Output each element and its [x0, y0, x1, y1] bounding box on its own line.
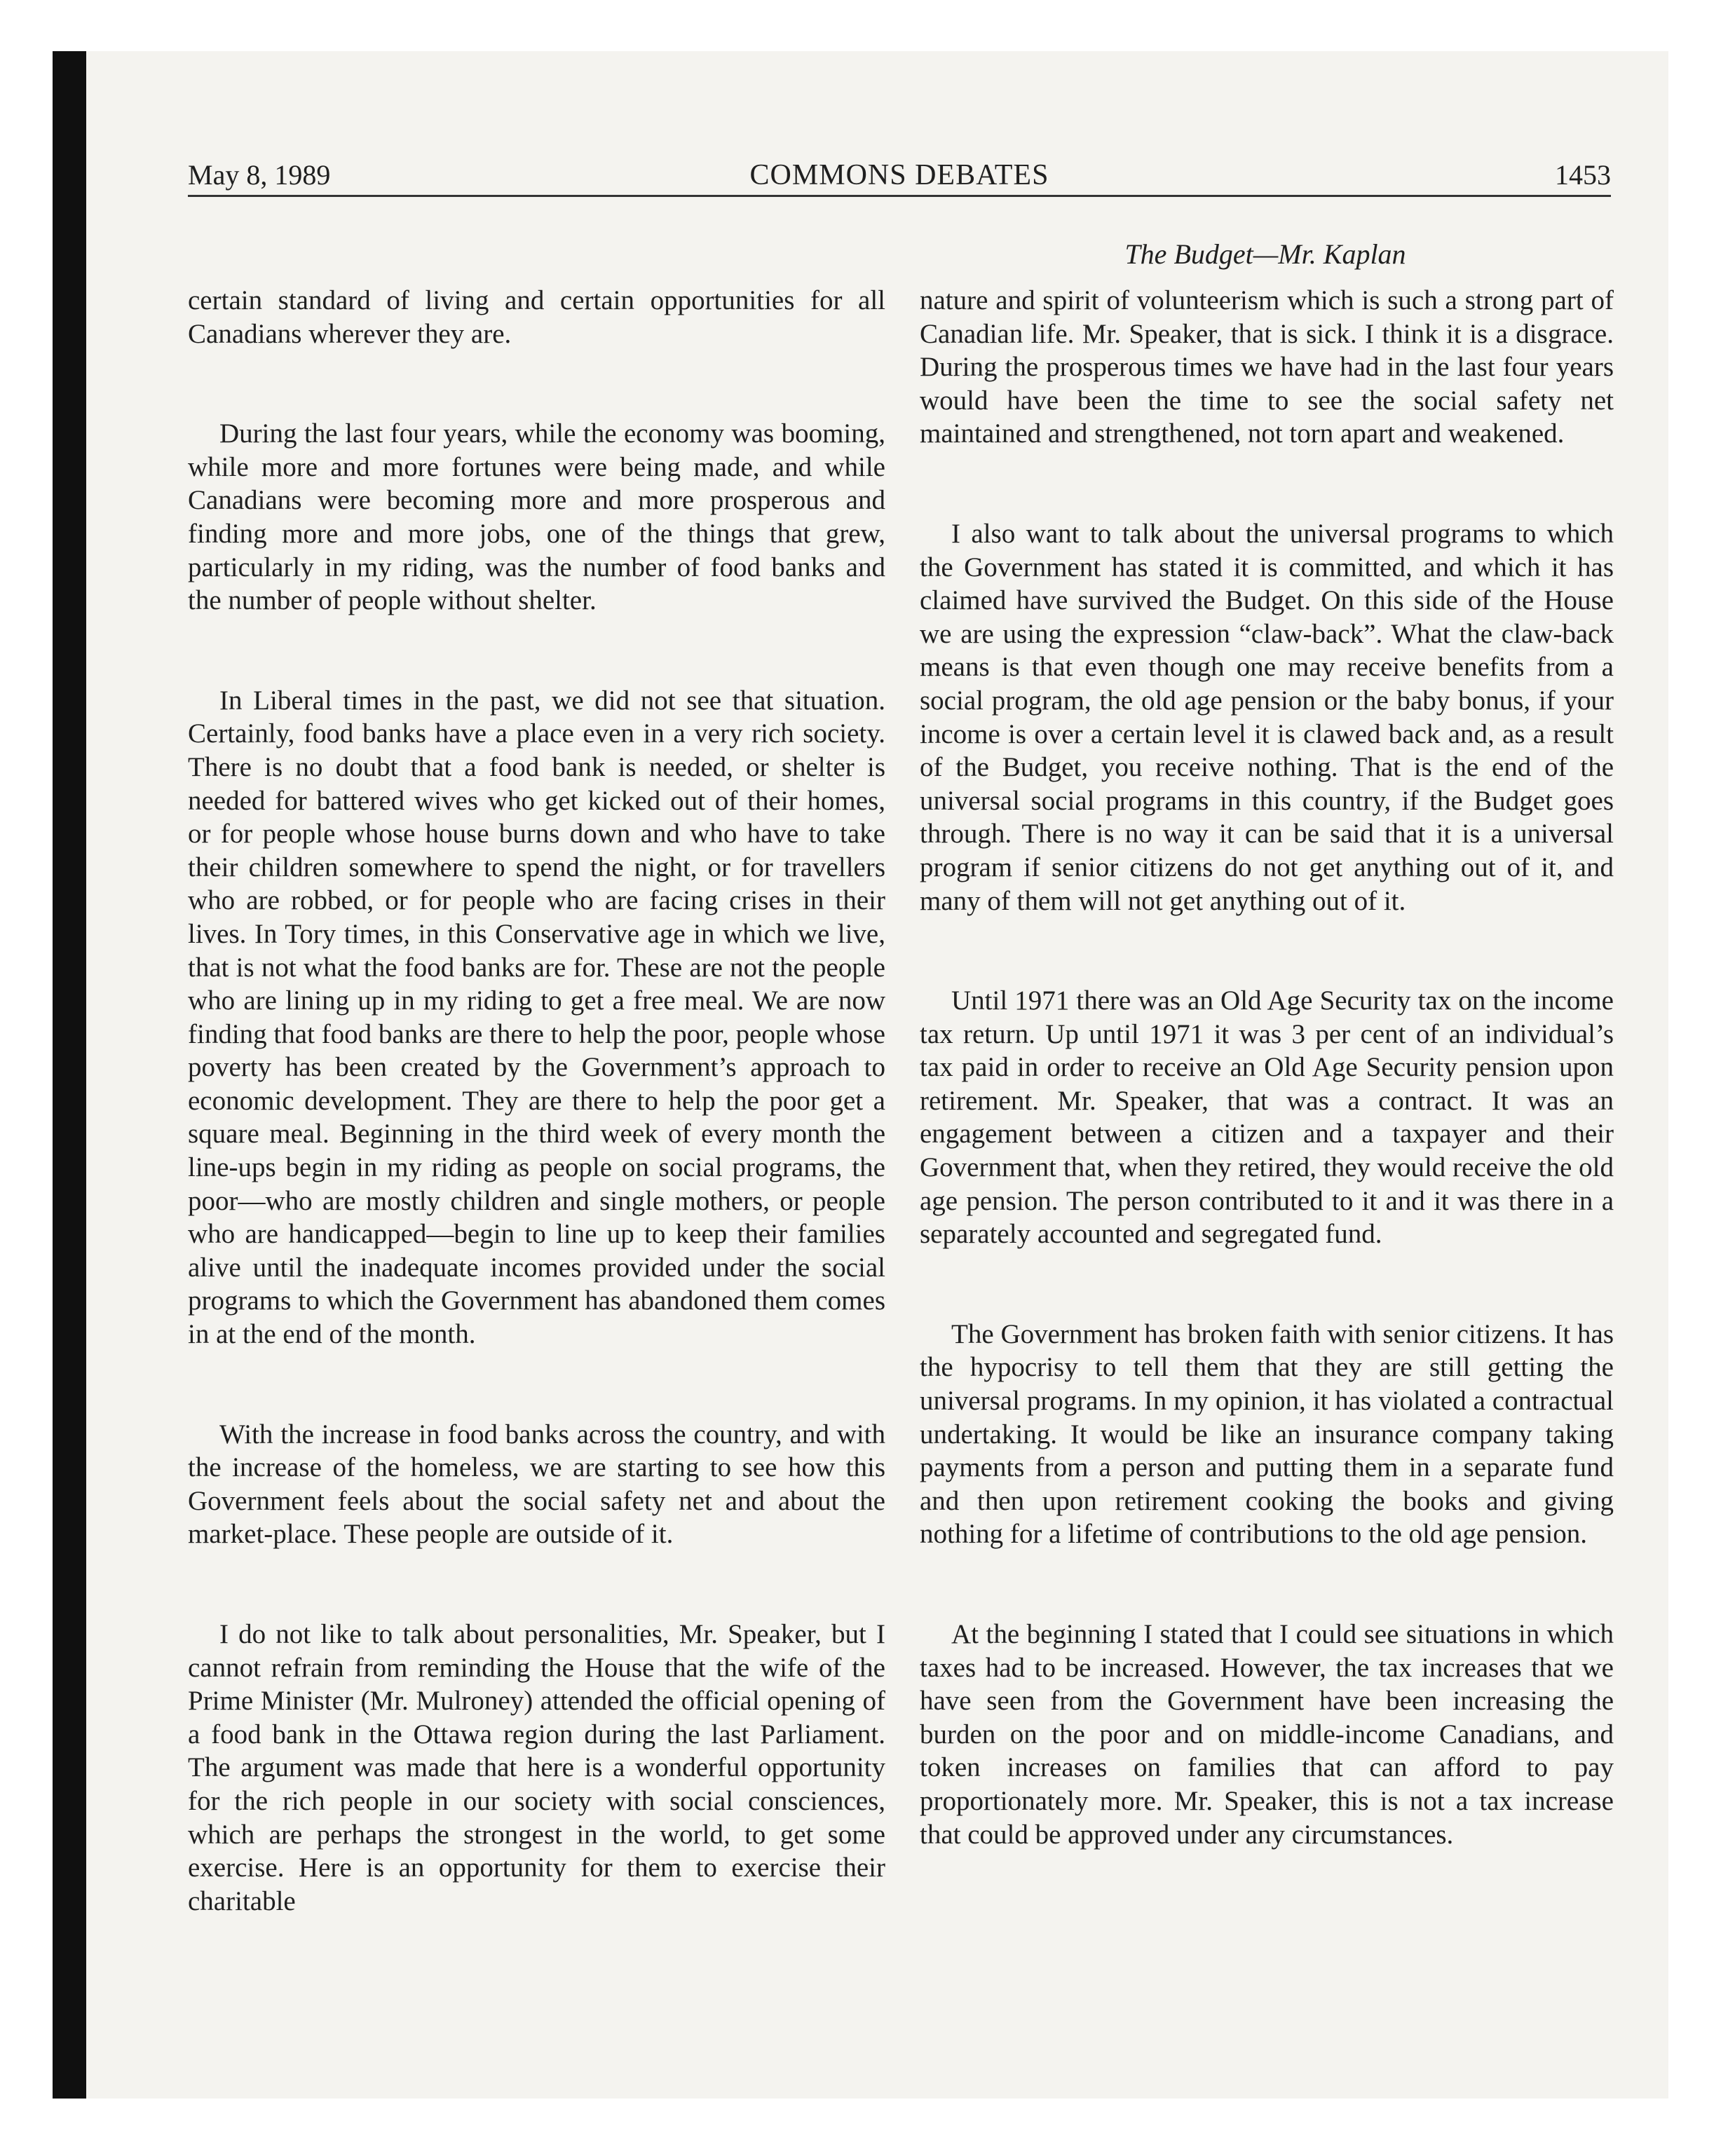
header-title: COMMONS DEBATES	[749, 159, 1049, 191]
right-column	[920, 284, 1614, 1851]
paragraph: certain standard of living and certain opportunities for all Canadians wherever they are.	[188, 285, 885, 349]
running-head	[188, 156, 1611, 195]
paragraph: The Government has broken faith with senior citizens. It has the hypocrisy to tell them that they are still getting the universal programs. In my opinion, it has violated a contractual undertaking. It would be like an insurance company taking payments from a person and putting them in a separate fund and then upon retirement cooking the books and giving nothing for a lifetime of contributions to the old age pension.	[920, 1318, 1614, 1550]
paragraph: I also want to talk about the universal programs to which the Government has stated it is committed, and which it has claimed have survived the Budget. On this side of the House we are using the expression “claw-back”. What the claw-back means is that even though one may receive benefits from a social program, the old age pension or the baby bonus, if your income is over a certain level it is clawed back and, as a result of the Budget, you receive nothing. That is the end of the universal social programs in this country, if the Budget goes through. There is no way it can be said that it is a universal program if senior citizens do not get anything out of it, and many of them will not get anything out of it.	[920, 518, 1614, 916]
paragraph: At the beginning I stated that I could see situations in which taxes had to be increased. However, the tax increases that we have seen from the Government have been increasing the burden on the poor and on middle-income Canadians, and token increases on families that can afford to pay proportionately more. Mr. Speaker, this is not a tax increase that could be approved under any circumstances.	[920, 1619, 1614, 1850]
section-head: The Budget—Mr. Kaplan	[1124, 238, 1406, 270]
paragraph: I do not like to talk about personalities, Mr. Speaker, but I cannot refrain from reminding the House that the wife of the Prime Minister (Mr. Mulroney) attended the official opening of a food bank in the Ottawa region during the last Parliament. The argument was made that here is a wonderful opportunity for the rich people in our society with social consciences, which are perhaps the strongest in the world, to get some exercise. Here is an opportunity for them to exercise their charitable	[188, 1619, 885, 1916]
paragraph: In Liberal times in the past, we did not see that situation. Certainly, food banks have a place even in a very rich society. There is no doubt that a food bank is needed, or shelter is needed for battered wives who get kicked out of their homes, or for people whose house burns down and who have to take their children somewhere to spend the night, or for travellers who are robbed, or for people who are facing crises in their lives. In Tory times, in this Conservative age in which we live, that is not what the food banks are for. These are not the people who are lining up in my riding to get a free meal. We are now finding that food banks are there to help the poor, people whose poverty has been created by the Government’s approach to economic development. They are there to help the poor get a square meal. Beginning in the third week of every month the line-ups begin in my riding as people on social programs, the poor—who are mostly children and single mothers, or people who are handicapped—begin to line up to keep their families alive until the inadequate incomes provided under the social programs to which the Government has abandoned them comes in at the end of the month.	[188, 685, 885, 1350]
page-number: 1453	[1555, 159, 1611, 191]
paragraph: With the increase in food banks across the country, and with the increase of the homeless, we are starting to see how this Government feels about the social safety net and about the market-place. These people are outside of it.	[188, 1419, 885, 1550]
paragraph: Until 1971 there was an Old Age Security tax on the income tax return. Up until 1971 it was 3 per cent of an individual’s tax paid in order to receive an Old Age Security pension upon retirement. Mr. Speaker, that was a contract. It was an engagement between a citizen and a taxpayer and their Government that, when they retired, they would receive the old age pension. The person contributed to it and it was there in a separately accounted and segregated fund.	[920, 985, 1614, 1250]
binding-edge-shadow	[53, 51, 86, 2099]
left-column	[188, 284, 885, 1918]
paragraph: During the last four years, while the economy was booming, while more and more fortunes were being made, and while Canadians were becoming more and more prosperous and finding more and more jobs, one of the things that grew, particularly in my riding, was the number of food banks and the number of people without shelter.	[188, 418, 885, 616]
header-date: May 8, 1989	[188, 159, 331, 191]
paragraph: nature and spirit of volunteerism which is such a strong part of Canadian life. Mr. Speaker, that is sick. I think it is a disgrace. During the prosperous times we have had in the last four years would have been the time to see the social safety net maintained and strengthened, not torn apart and weakened.	[920, 285, 1614, 449]
header-rule	[188, 195, 1611, 197]
